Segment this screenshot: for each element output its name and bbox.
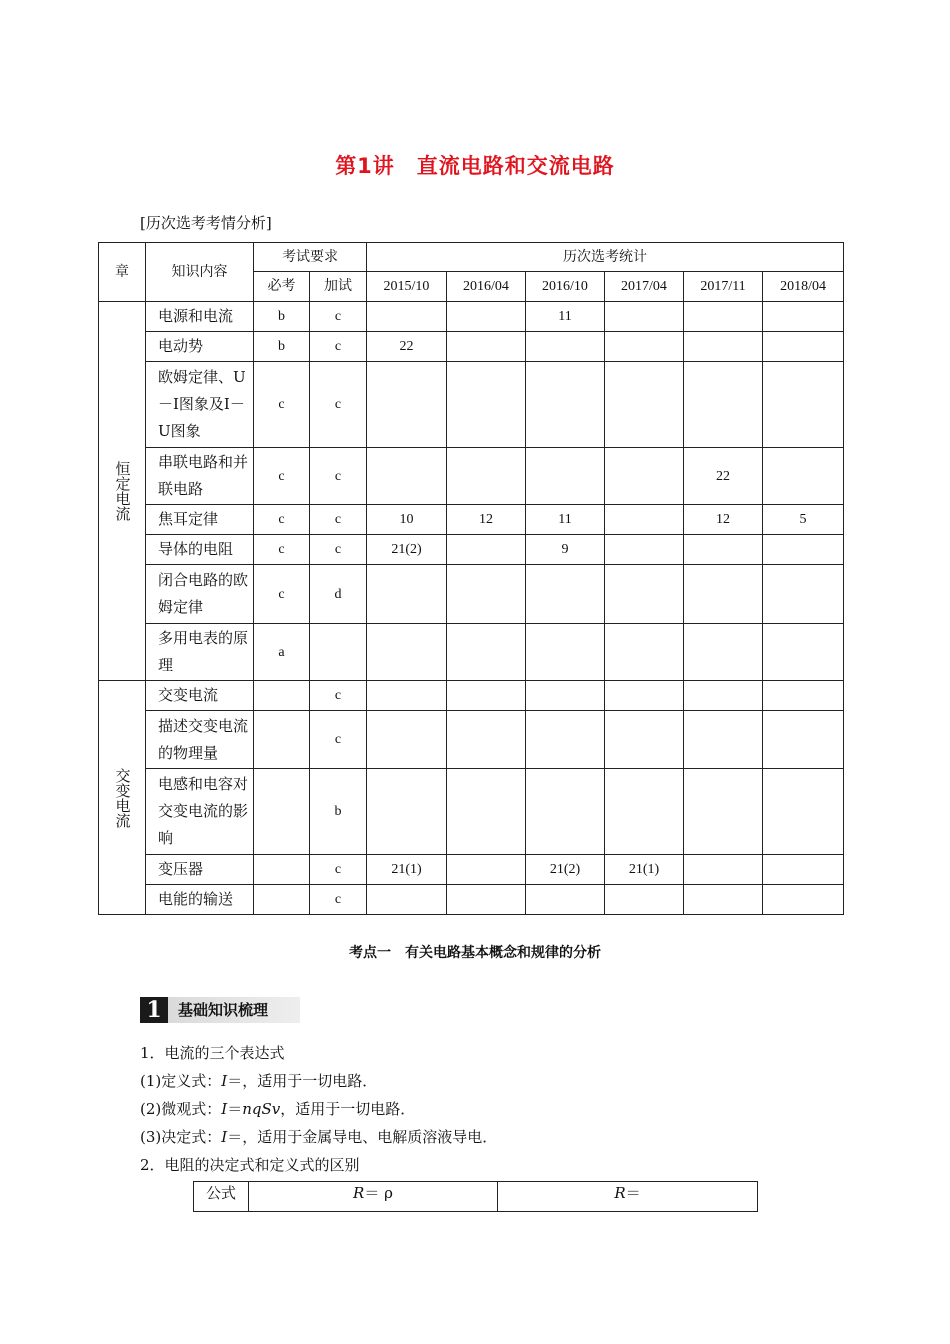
stat-cell: 21(2) <box>526 855 605 885</box>
knowledge-cell: 电动势 <box>146 332 254 362</box>
stat-cell <box>447 565 526 624</box>
extra-cell <box>310 624 367 681</box>
header-year: 2017/11 <box>684 272 763 302</box>
extra-cell: c <box>310 711 367 769</box>
stat-cell: 9 <box>526 535 605 565</box>
stat-cell <box>605 681 684 711</box>
stat-cell <box>367 769 447 855</box>
header-year: 2017/04 <box>605 272 684 302</box>
header-extra: 加试 <box>310 272 367 302</box>
stat-cell <box>684 769 763 855</box>
section-badge <box>140 997 300 1023</box>
extra-cell: c <box>310 302 367 332</box>
text-line-3: (2)微观式：I＝nqSv，适用于一切电路． <box>140 1100 416 1118</box>
stat-cell <box>684 624 763 681</box>
badge-text: 基础知识梳理 <box>178 1001 269 1019</box>
compulsory-cell: b <box>254 332 310 362</box>
stat-cell <box>763 302 844 332</box>
table-row <box>99 711 844 769</box>
stat-cell <box>367 362 447 448</box>
stat-cell <box>526 565 605 624</box>
stat-cell <box>605 535 684 565</box>
stat-cell: 11 <box>526 302 605 332</box>
stat-cell <box>763 769 844 855</box>
stat-cell <box>447 855 526 885</box>
table-row <box>99 769 844 855</box>
stat-cell <box>447 362 526 448</box>
stat-cell <box>526 332 605 362</box>
stat-cell <box>763 448 844 505</box>
stat-cell <box>447 448 526 505</box>
formula-label: 公式 <box>194 1182 249 1212</box>
extra-cell: c <box>310 885 367 915</box>
table-row <box>99 681 844 711</box>
stat-cell <box>447 681 526 711</box>
table-row <box>99 505 844 535</box>
badge-number: 1 <box>140 997 168 1023</box>
header-year: 2016/10 <box>526 272 605 302</box>
text-line-5: 2．电阻的决定式和定义式的区别 <box>140 1156 360 1174</box>
stat-cell <box>367 711 447 769</box>
page-title: 第1讲 直流电路和交流电路 <box>335 154 615 178</box>
stat-cell <box>605 505 684 535</box>
formula-decision: R＝ ρ <box>249 1182 498 1212</box>
compulsory-cell <box>254 855 310 885</box>
compulsory-cell: c <box>254 535 310 565</box>
stat-cell <box>763 885 844 915</box>
stat-cell <box>605 711 684 769</box>
extra-cell: c <box>310 505 367 535</box>
compulsory-cell: a <box>254 624 310 681</box>
stat-cell <box>684 535 763 565</box>
formula-table <box>193 1181 758 1212</box>
stat-cell <box>684 711 763 769</box>
stat-cell <box>763 624 844 681</box>
compulsory-cell <box>254 711 310 769</box>
header-content: 知识内容 <box>146 243 254 302</box>
chapter-cell: 恒定电流 <box>99 302 146 681</box>
header-year: 2015/10 <box>367 272 447 302</box>
extra-cell: c <box>310 681 367 711</box>
stat-cell <box>447 624 526 681</box>
stat-cell: 22 <box>684 448 763 505</box>
stat-cell <box>605 624 684 681</box>
compulsory-cell <box>254 681 310 711</box>
section-title: 考点一 有关电路基本概念和规律的分析 <box>349 945 601 961</box>
stat-cell <box>447 332 526 362</box>
table-row <box>99 855 844 885</box>
stat-cell <box>605 362 684 448</box>
extra-cell: c <box>310 535 367 565</box>
knowledge-cell: 电源和电流 <box>146 302 254 332</box>
stat-cell <box>605 448 684 505</box>
knowledge-cell: 欧姆定律、U－I图象及I－U图象 <box>146 362 254 448</box>
table-row <box>99 302 844 332</box>
header-chapter: 章 <box>99 243 146 302</box>
extra-cell: c <box>310 332 367 362</box>
stat-cell <box>684 332 763 362</box>
extra-cell: c <box>310 855 367 885</box>
stat-cell <box>526 362 605 448</box>
extra-cell: b <box>310 769 367 855</box>
header-year: 2018/04 <box>763 272 844 302</box>
header-compulsory: 必考 <box>254 272 310 302</box>
stat-cell <box>526 711 605 769</box>
compulsory-cell: c <box>254 362 310 448</box>
stat-cell <box>447 769 526 855</box>
table-row <box>99 885 844 915</box>
stat-cell <box>447 711 526 769</box>
stat-cell <box>684 302 763 332</box>
table-row <box>99 362 844 448</box>
stat-cell <box>526 624 605 681</box>
knowledge-cell: 描述交变电流的物理量 <box>146 711 254 769</box>
table-row <box>99 624 844 681</box>
stat-cell <box>763 535 844 565</box>
stat-cell: 22 <box>367 332 447 362</box>
compulsory-cell: c <box>254 505 310 535</box>
compulsory-cell <box>254 885 310 915</box>
analysis-label: [历次选考考情分析] <box>140 214 272 232</box>
stat-cell <box>367 681 447 711</box>
stat-cell <box>684 681 763 711</box>
text-line-2: (1)定义式：I＝，适用于一切电路． <box>140 1072 378 1090</box>
stat-cell <box>605 769 684 855</box>
knowledge-cell: 焦耳定律 <box>146 505 254 535</box>
knowledge-cell: 电能的输送 <box>146 885 254 915</box>
stat-cell <box>447 535 526 565</box>
stat-cell <box>763 711 844 769</box>
chapter-cell: 交变电流 <box>99 681 146 915</box>
stat-cell <box>526 681 605 711</box>
header-statistics: 历次选考统计 <box>367 243 844 272</box>
knowledge-cell: 串联电路和并联电路 <box>146 448 254 505</box>
header-year: 2016/04 <box>447 272 526 302</box>
stat-cell <box>367 885 447 915</box>
stat-cell <box>684 855 763 885</box>
table-row <box>99 448 844 505</box>
stat-cell <box>763 855 844 885</box>
knowledge-cell: 闭合电路的欧姆定律 <box>146 565 254 624</box>
stat-cell <box>367 624 447 681</box>
stat-cell <box>447 302 526 332</box>
stat-cell <box>684 885 763 915</box>
stat-cell <box>605 332 684 362</box>
stat-cell <box>684 362 763 448</box>
text-line-4: (3)决定式：I＝，适用于金属导电、电解质溶液导电． <box>140 1128 498 1146</box>
stat-cell <box>605 302 684 332</box>
knowledge-cell: 变压器 <box>146 855 254 885</box>
stat-cell <box>763 362 844 448</box>
stat-cell: 10 <box>367 505 447 535</box>
stat-cell <box>367 565 447 624</box>
table-row <box>99 565 844 624</box>
compulsory-cell <box>254 769 310 855</box>
text-line-1: 1．电流的三个表达式 <box>140 1044 285 1062</box>
knowledge-cell: 交变电流 <box>146 681 254 711</box>
extra-cell: c <box>310 362 367 448</box>
compulsory-cell: b <box>254 302 310 332</box>
table-row <box>99 535 844 565</box>
stat-cell: 21(1) <box>605 855 684 885</box>
stat-cell <box>447 885 526 915</box>
extra-cell: c <box>310 448 367 505</box>
header-requirement: 考试要求 <box>254 243 367 272</box>
compulsory-cell: c <box>254 565 310 624</box>
knowledge-cell: 电感和电容对交变电流的影响 <box>146 769 254 855</box>
stat-cell <box>367 448 447 505</box>
stat-cell <box>526 885 605 915</box>
knowledge-cell: 导体的电阻 <box>146 535 254 565</box>
stat-cell: 21(2) <box>367 535 447 565</box>
exam-stats-table <box>98 242 844 915</box>
stat-cell <box>526 769 605 855</box>
formula-definition: R＝ <box>498 1182 758 1212</box>
table-row <box>99 332 844 362</box>
header-row <box>99 243 844 272</box>
stat-cell: 11 <box>526 505 605 535</box>
stat-cell: 12 <box>684 505 763 535</box>
stat-cell <box>763 332 844 362</box>
extra-cell: d <box>310 565 367 624</box>
stat-cell <box>367 302 447 332</box>
compulsory-cell: c <box>254 448 310 505</box>
stat-cell <box>526 448 605 505</box>
stat-cell <box>605 565 684 624</box>
stat-cell <box>605 885 684 915</box>
stat-cell: 21(1) <box>367 855 447 885</box>
stat-cell <box>684 565 763 624</box>
stat-cell <box>763 565 844 624</box>
stat-cell: 5 <box>763 505 844 535</box>
stat-cell: 12 <box>447 505 526 535</box>
knowledge-cell: 多用电表的原理 <box>146 624 254 681</box>
stat-cell <box>763 681 844 711</box>
